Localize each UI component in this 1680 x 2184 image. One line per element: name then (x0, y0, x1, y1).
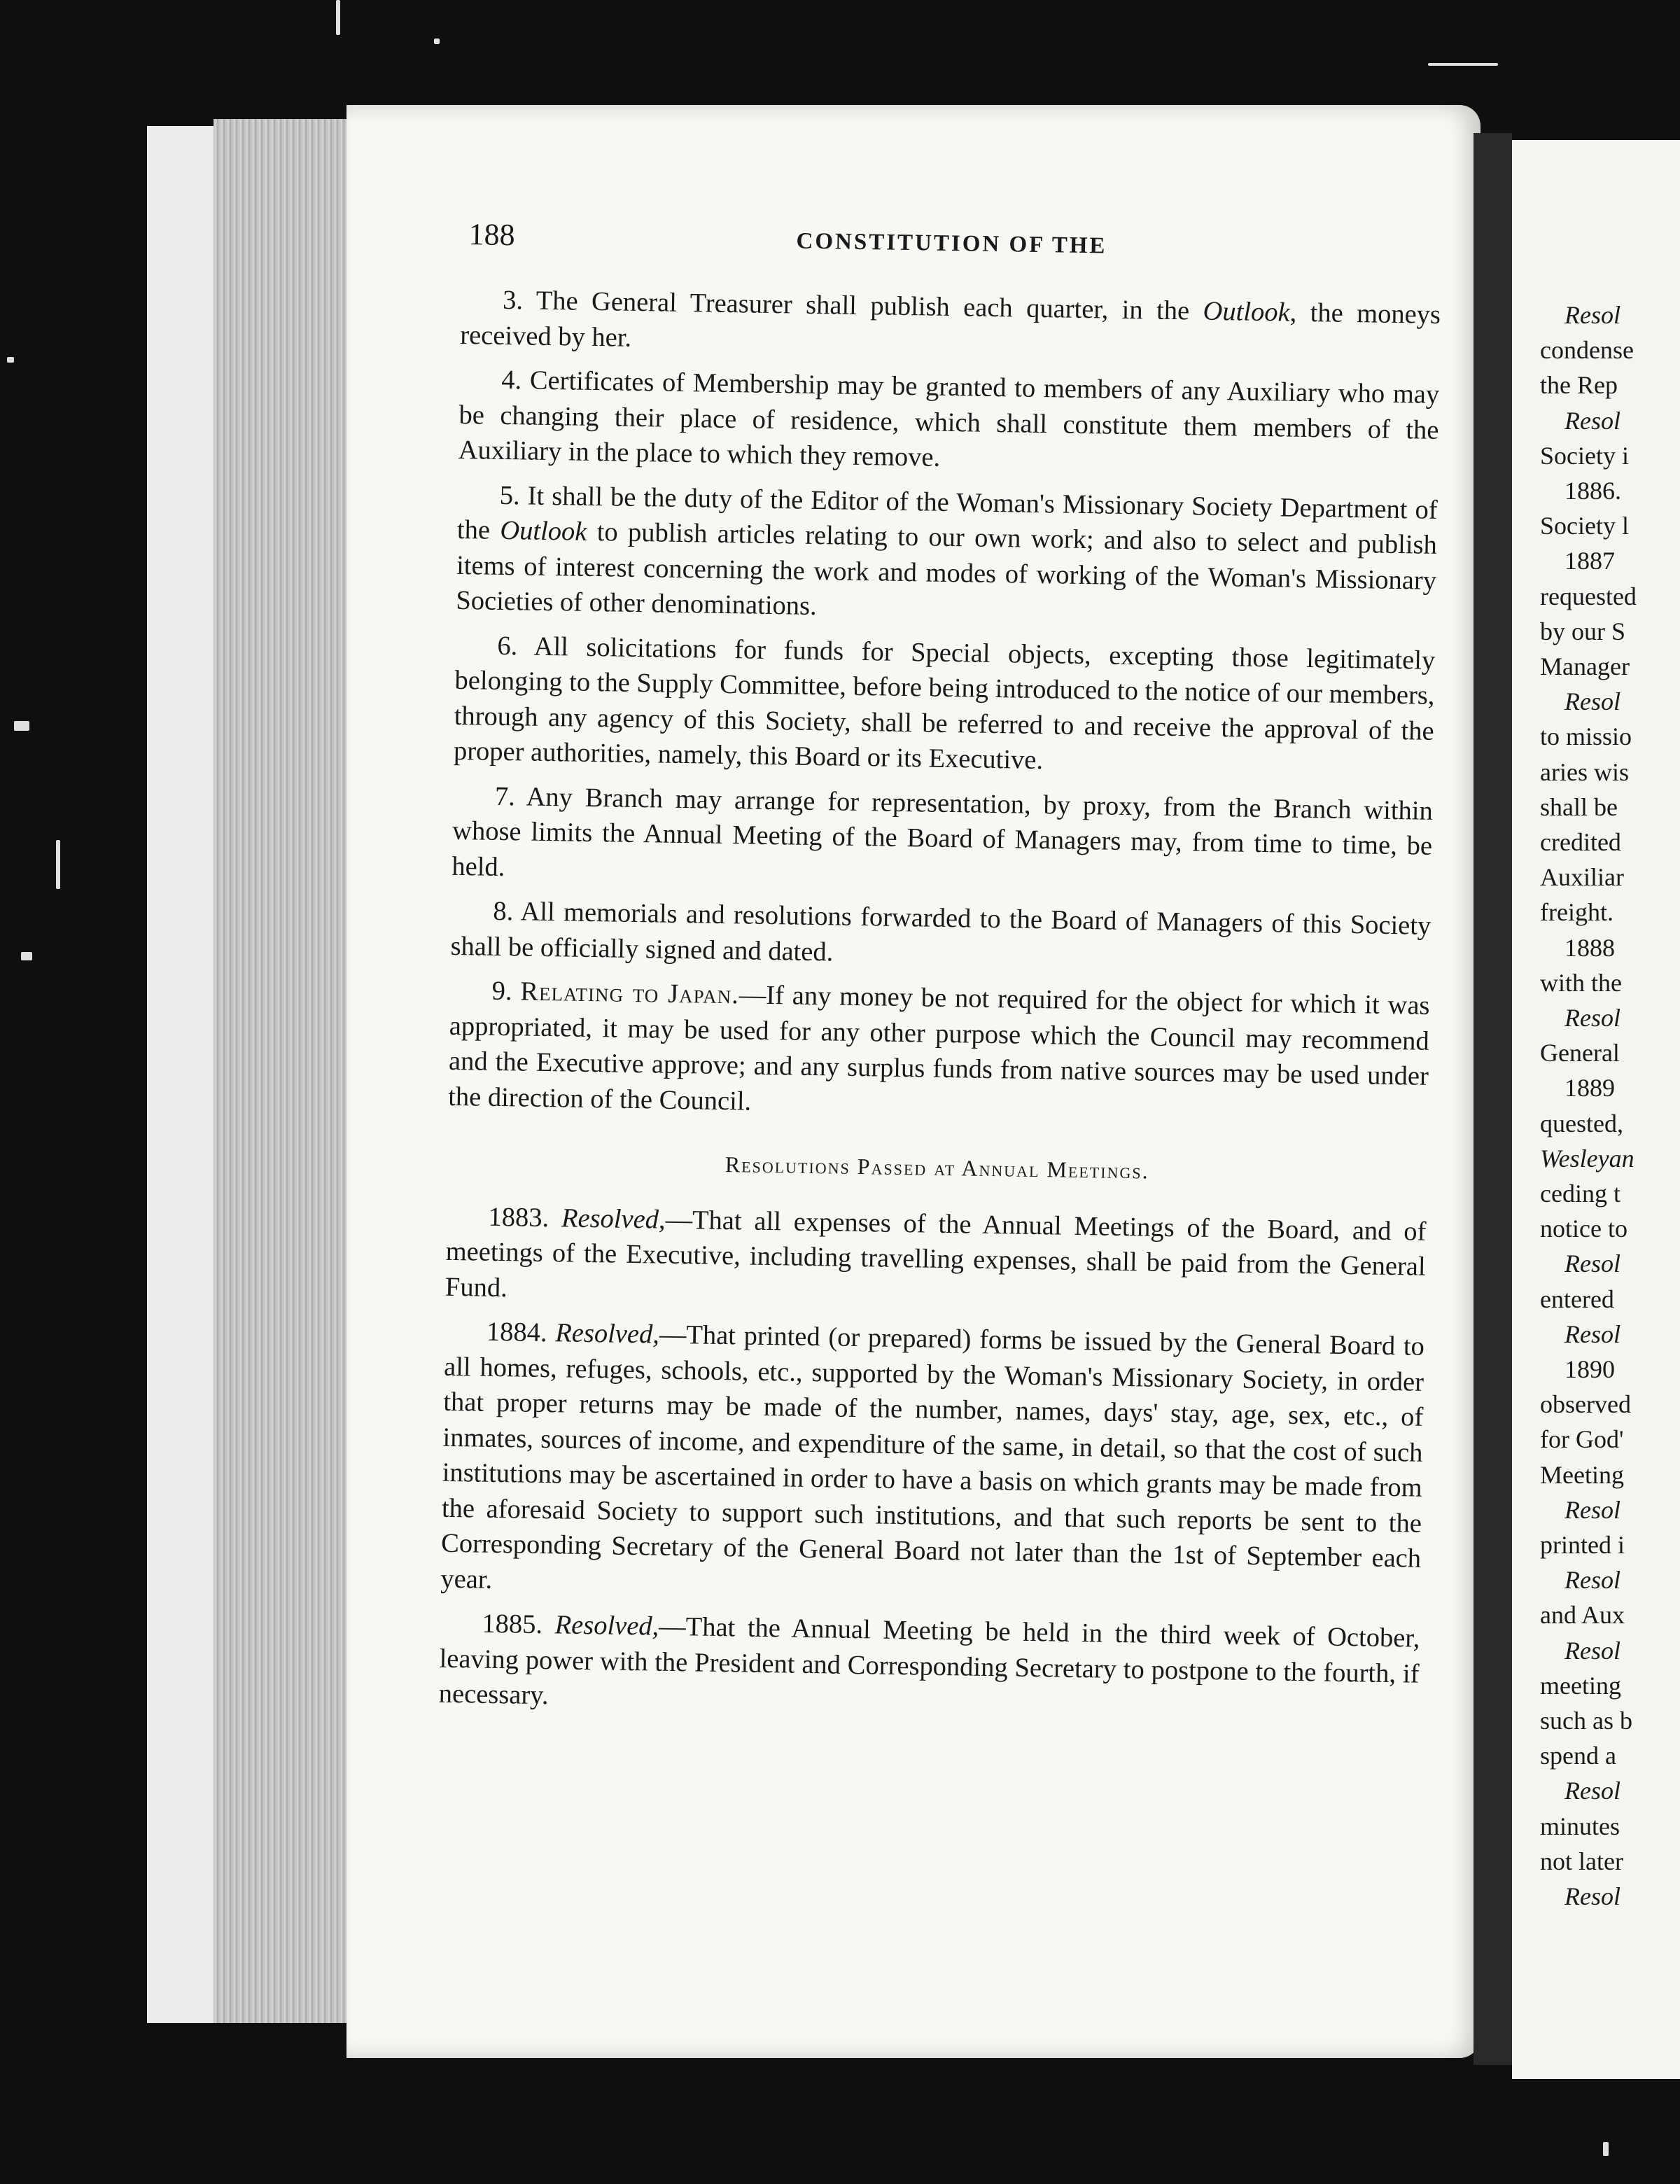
paragraph-9: 9. Relating to Japan.—If any money be not required for the object for which it was appropriated, it may be used for any other purpose which the Council may recommend and the Executive approve; and any surplus funds from native sources may be used under the direction of the Council. (447, 976, 1430, 1116)
book-gutter (1474, 133, 1512, 2065)
facing-page-line: Resol (1564, 1882, 1620, 1910)
facing-page-line: Society i (1540, 441, 1629, 470)
facing-page-line: and Aux (1540, 1601, 1625, 1630)
resolution-1884: 1884. Resolved,—That printed (or prepared) forms be issued by the General Board to all homes, refuges, schools, etc., supported by the Woman's Missionary Society, in order that proper returns may be made of the number, names, days' stay, age, sex, etc., of inmates, sources of income, and expenditure of the same, in detail, so that the cost of such institutions may be ascertained in order to have a basis on which grants may be made from the aforesaid Society to support such institutions, and that such reports be sent to the Corresponding Secretary of the General Board not later than the 1st of September each year. (440, 1317, 1425, 1595)
facing-page-line: notice to (1540, 1214, 1628, 1243)
paragraph-7: 7. Any Branch may arrange for representation, by proxy, from the Branch within whose limits the Annual Meeting of the Board of Managers may, from time to time, be held. (451, 781, 1434, 882)
facing-page-line: to missio (1540, 722, 1632, 751)
facing-page-line: observed (1540, 1390, 1631, 1419)
facing-page-line: credited (1540, 828, 1621, 856)
facing-page-line: freight. (1540, 898, 1614, 927)
facing-page-line: Auxiliar (1540, 863, 1624, 892)
page-title: CONSTITUTION OF THE (796, 228, 1107, 259)
facing-page-line: Resol (1564, 1320, 1620, 1348)
resolution-1885: 1885. Resolved,—That the Annual Meeting be held in the third week of October, leaving power with the President and Corresponding Secretary to postpone to the fourth, if necessary. (438, 1609, 1420, 1711)
facing-page-line: ceding t (1540, 1180, 1620, 1208)
paragraph-6: 6. All solicitations for funds for Special objects, excepting those legitimately belonging to the Supply Committee, before being introduced to the notice of our members, through any agency of this Society, shall be referred to and receive the approval of the proper authorities, namely, this Board or its Executive. (453, 631, 1436, 776)
facing-page-line: with the (1540, 968, 1622, 997)
resolutions-heading: Resolutions Passed at Annual Meetings. (724, 1152, 1149, 1184)
facing-page (1512, 140, 1680, 2079)
facing-page-line: by our S (1540, 617, 1626, 645)
facing-page-line: aries wis (1540, 757, 1629, 786)
facing-page-line: Resol (1564, 1250, 1620, 1278)
page-edge (147, 126, 220, 2023)
facing-page-line: Resol (1564, 1636, 1620, 1665)
paragraph-5: 5. It shall be the duty of the Editor of the Woman's Missionary Society Department of the Outlook to publish articles relating to our own work; and also to select and publish items of interest concerning the work and modes of working of the Woman's Missionary Societies of other denominations. (456, 480, 1438, 622)
page-number: 188 (468, 217, 515, 253)
facing-page-line: minutes (1540, 1812, 1620, 1840)
facing-page-line: 1887 (1564, 547, 1615, 575)
facing-page-line: quested, (1540, 1109, 1623, 1138)
facing-page-line: the Rep (1540, 371, 1618, 400)
facing-page-line: 1886. (1564, 477, 1621, 505)
facing-page-line: requested (1540, 582, 1637, 610)
paragraph-4: 4. Certificates of Membership may be granted to members of any Auxiliary who may be changing their place of residence, which shall constitute them members of the Auxiliary in the place to which they remove. (458, 365, 1440, 472)
facing-page-line: Wesleyan (1540, 1144, 1634, 1172)
facing-page-line: 1888 (1564, 933, 1615, 962)
facing-page-line: for God' (1540, 1425, 1624, 1454)
facing-page-line: condense (1540, 336, 1634, 365)
facing-page-line: Resol (1564, 1004, 1620, 1032)
facing-page-line: Society l (1540, 512, 1629, 540)
facing-page-line: meeting (1540, 1671, 1621, 1700)
facing-page-line: printed i (1540, 1531, 1625, 1559)
facing-page-line: Resol (1564, 406, 1620, 435)
facing-page-line: Resol (1564, 687, 1620, 716)
facing-page-line: Resol (1564, 1566, 1620, 1595)
paragraph-3: 3. The General Treasurer shall publish each quarter, in the Outlook, the moneys received by her. (460, 285, 1441, 353)
facing-page-line: spend a (1540, 1742, 1616, 1770)
facing-page-line: entered (1540, 1284, 1614, 1313)
facing-page-line: Resol (1564, 1495, 1620, 1524)
facing-page-line: 1889 (1564, 1074, 1615, 1102)
facing-page-line: Meeting (1540, 1460, 1624, 1489)
facing-page-line: not later (1540, 1847, 1623, 1875)
resolution-1883: 1883. Resolved,—That all expenses of the Annual Meetings of the Board, and of meetings of the Executive, including travelling expenses, shall be paid from the General Fund. (444, 1202, 1427, 1303)
facing-page-line: shall be (1540, 792, 1618, 821)
page-content (438, 217, 1442, 1736)
facing-page-line: 1890 (1564, 1355, 1615, 1383)
paragraph-8: 8. All memorials and resolutions forwarded to the Board of Managers of this Society shall be officially signed and dated. (450, 896, 1432, 967)
facing-page-line: Resol (1564, 301, 1620, 329)
facing-page-line: General (1540, 1039, 1620, 1068)
facing-page-line: Resol (1564, 1777, 1620, 1805)
facing-page-line: such as b (1540, 1707, 1632, 1735)
facing-page-line: Manager (1540, 652, 1630, 680)
